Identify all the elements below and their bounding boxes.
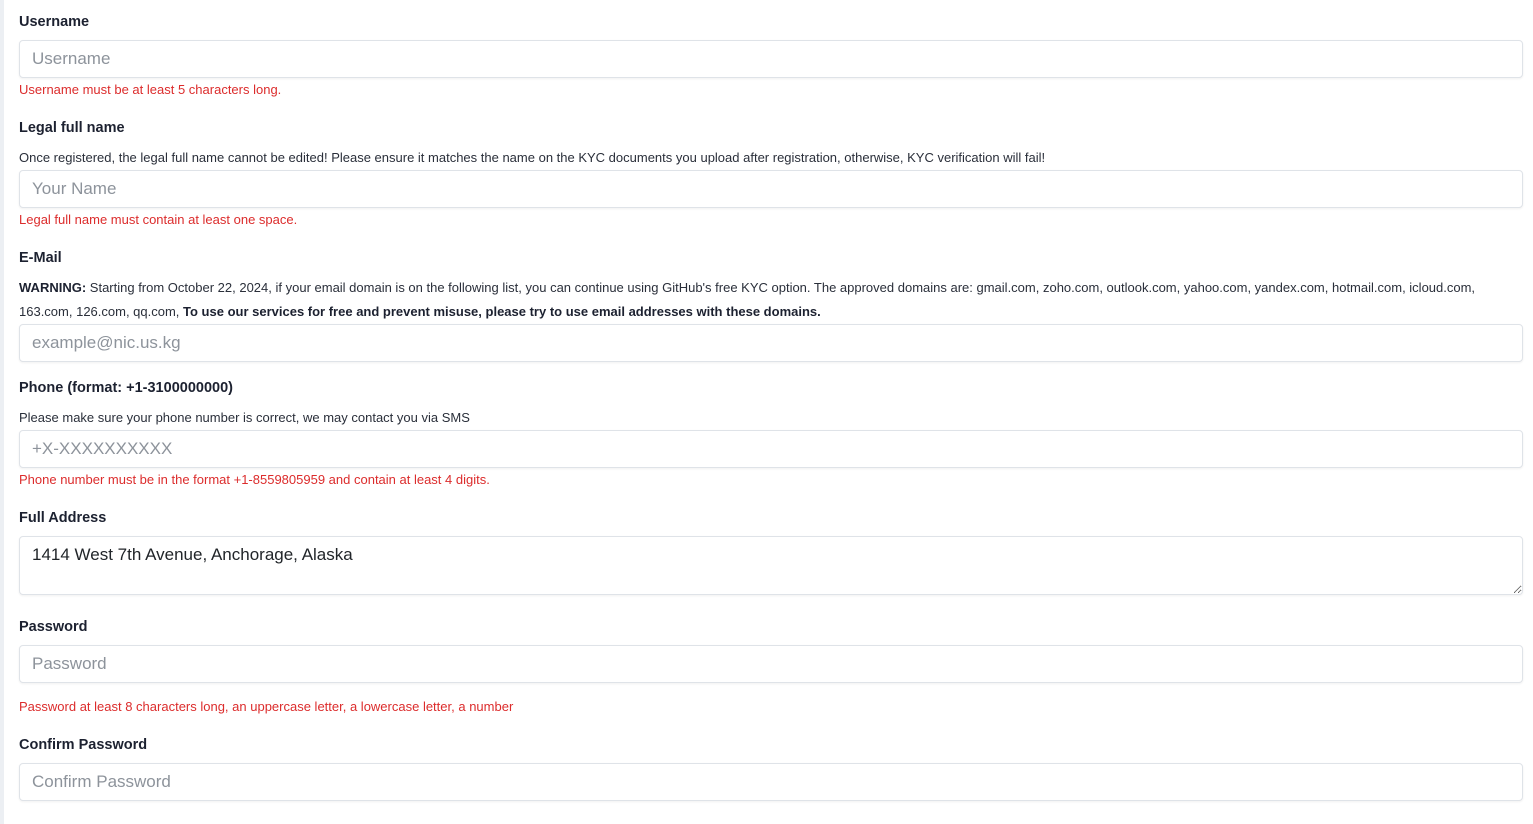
email-warning-bold: To use our services for free and prevent misuse, please try to use email addresses with these domains. [183,304,821,319]
email-warning [19,276,1489,324]
legal-name-input[interactable] [19,170,1523,208]
password-label: Password [19,619,88,635]
confirm-password-label: Confirm Password [19,737,148,753]
password-error: Password at least 8 characters long, an uppercase letter, a lowercase letter, a number [19,699,514,714]
username-label: Username [19,14,90,30]
email-warning-text: Starting from October 22, 2024, if your email domain is on the following list, you can continue using GitHub's free KYC option. The approved domains are: gmail.com, zoho.com, outlook.com, yahoo.com, yandex.com, hotmail.com, icloud.com, 163.com, 126.com, qq.com, [19,280,1476,319]
username-input[interactable] [19,40,1523,78]
phone-help: Please make sure your phone number is correct, we may contact you via SMS [19,410,470,425]
phone-error: Phone number must be in the format +1-8559805959 and contain at least 4 digits. [19,472,490,487]
address-textarea[interactable] [19,536,1523,595]
username-error: Username must be at least 5 characters long. [19,82,282,97]
email-warning-prefix: WARNING: [19,280,87,295]
left-border [0,0,4,824]
email-input[interactable] [19,324,1523,362]
legal-name-help: Once registered, the legal full name cannot be edited! Please ensure it matches the name on the KYC documents you upload after registration, otherwise, KYC verification will fail! [19,150,1046,165]
email-label: E-Mail [19,250,62,266]
phone-input[interactable] [19,430,1523,468]
confirm-password-input[interactable] [19,763,1523,801]
legal-name-label: Legal full name [19,120,125,136]
password-input[interactable] [19,645,1523,683]
address-label: Full Address [19,510,107,526]
legal-name-error: Legal full name must contain at least one space. [19,212,298,227]
phone-label: Phone (format: +1-3100000000) [19,380,233,396]
